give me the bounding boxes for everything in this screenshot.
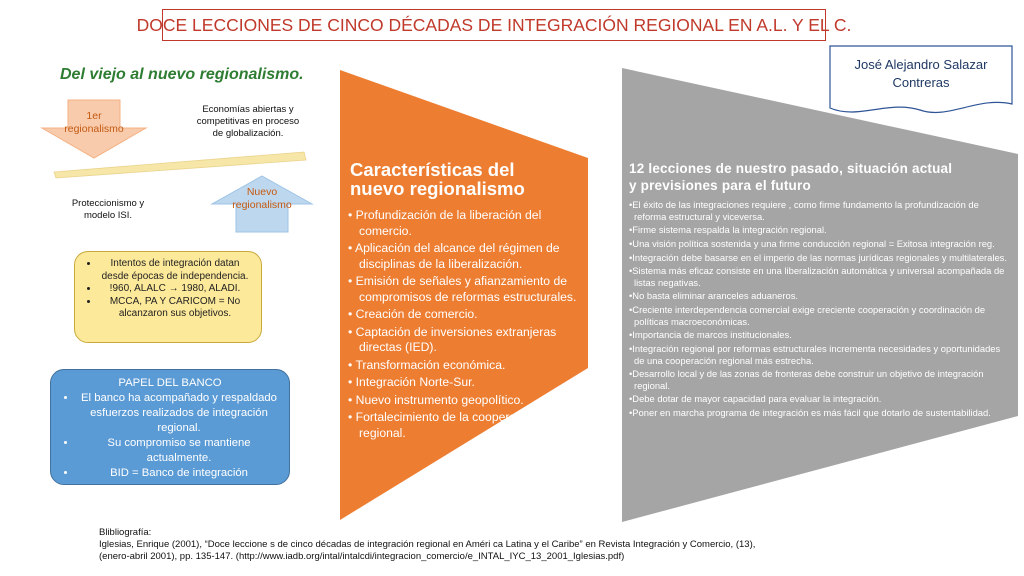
open-economies-text bbox=[183, 104, 313, 140]
list-item-text: Nuevo instrumento geopolítico. bbox=[355, 392, 524, 407]
open-economies-line-1: Economías abiertas y bbox=[202, 104, 294, 115]
list-item: • Profundización de la liberación del comercio. bbox=[348, 208, 542, 238]
open-economies-line-3: de globalización. bbox=[212, 128, 284, 139]
author-line-1: José Alejandro Salazar bbox=[854, 57, 988, 72]
list-item-text: Firme sistema respalda la integración regional. bbox=[632, 224, 827, 236]
bank-role-list bbox=[51, 391, 289, 481]
list-item-text: Importancia de marcos institucionales. bbox=[632, 329, 792, 341]
orange-panel-title bbox=[350, 160, 580, 198]
list-item-text: Desarrollo local y de las zonas de fronteras debe construir un objetivo de integración regional. bbox=[632, 368, 984, 391]
open-economies-line-2: competitivas en proceso bbox=[196, 116, 300, 127]
new-regionalism-label bbox=[224, 186, 300, 212]
first-regionalism-label bbox=[60, 110, 128, 136]
integration-attempts-list bbox=[75, 258, 261, 321]
first-regionalism-line-1: 1er bbox=[86, 110, 102, 122]
list-item: • Transformación económica. bbox=[348, 357, 506, 372]
list-item: • Nuevo instrumento geopolítico. bbox=[348, 392, 524, 407]
list-item: •Poner en marcha programa de integración es más fácil que dotarlo de sustentabilidad. bbox=[629, 407, 991, 419]
list-item-text: Emisión de señales y afianzamiento de compromisos de reformas estructurales. bbox=[355, 274, 577, 304]
bibliography-line-2: (enero-abril 2001), pp. 135-147. (http://www.iadb.org/intal/intalcdi/integracion_comercio/e_INTAL_IYC_13_2001_Iglesias.pdf) bbox=[99, 551, 625, 562]
list-item-text: Una visión política sostenida y una firme conducción regional = Exitosa integración reg. bbox=[632, 237, 995, 249]
list-item: • Emisión de señales y afianzamiento de compromisos de reformas estructurales. bbox=[348, 274, 577, 304]
list-item-text: Creciente interdependencia comercial exige creciente cooperación y coordinación de políticas macroeconómicas. bbox=[632, 304, 986, 327]
new-regionalism-line-1: Nuevo bbox=[246, 186, 278, 198]
gray-panel-title bbox=[629, 160, 1009, 194]
list-item: •Desarrollo local y de las zonas de fronteras debe construir un objetivo de integración regional. bbox=[629, 368, 984, 391]
list-item: •Firme sistema respalda la integración regional. bbox=[629, 224, 827, 236]
orange-title-line-1: Características del bbox=[350, 159, 515, 180]
list-item-text: Sistema más eficaz consiste en una liberalización automática y universal acompañada de listas negativas. bbox=[632, 265, 1005, 288]
list-item: • MCCA, PA Y CARICOM = No alcanzaron sus objetivos. bbox=[99, 296, 251, 321]
bank-role-box bbox=[50, 369, 290, 485]
author-line-2: Contreras bbox=[892, 75, 950, 90]
list-item-text: Poner en marcha programa de integración es más fácil que dotarlo de sustentabilidad. bbox=[632, 407, 991, 419]
list-item: •Creciente interdependencia comercial exige creciente cooperación y coordinación de políticas macroeconómicas. bbox=[629, 304, 986, 327]
list-item-text: Debe dotar de mayor capacidad para evaluar la integración. bbox=[632, 393, 882, 405]
bibliography-label: Blibliografía: bbox=[99, 527, 152, 538]
list-item: • BID = Banco de integración bbox=[77, 466, 281, 481]
list-item: •Sistema más eficaz consiste en una liberalización automática y universal acompañada de listas negativas. bbox=[629, 265, 1005, 288]
twelve-lessons-list bbox=[629, 199, 1011, 421]
list-item: •Importancia de marcos institucionales. bbox=[629, 329, 792, 341]
list-item: • Aplicación del alcance del régimen de disciplinas de la liberalización. bbox=[348, 241, 560, 271]
protectionism-text bbox=[58, 198, 158, 222]
new-regionalism-line-2: regionalismo bbox=[232, 199, 292, 211]
list-item: • Fortalecimiento de la cooperación regional. bbox=[348, 410, 539, 440]
bibliography-line-1: Iglesias, Enrique (2001), “Doce leccione s de cinco décadas de integración regional en Améri ca Latina y el Caribe” en Revista Integración y Comercio, (13), bbox=[99, 539, 756, 550]
list-item: • El banco ha acompañado y respaldado esfuerzos realizados de integración regional. bbox=[77, 391, 281, 436]
first-regionalism-line-2: regionalismo bbox=[64, 123, 124, 135]
list-item: •Debe dotar de mayor capacidad para evaluar la integración. bbox=[629, 393, 882, 405]
list-item: • Integración Norte-Sur. bbox=[348, 375, 475, 389]
integration-attempts-box bbox=[74, 251, 262, 343]
section-subtitle: Del viejo al nuevo regionalismo. bbox=[60, 66, 304, 83]
list-item: • Captación de inversiones extranjeras directas (IED). bbox=[348, 324, 557, 354]
list-item: •El éxito de las integraciones requiere , como firme fundamento la profundización de reforma estructural y viceversa. bbox=[629, 199, 979, 222]
list-item: •Una visión política sostenida y una firme conducción regional = Exitosa integración reg. bbox=[629, 237, 995, 249]
list-item-text: Aplicación del alcance del régimen de disciplinas de la liberalización. bbox=[354, 241, 560, 271]
new-regionalism-characteristics-list bbox=[348, 208, 586, 443]
list-item-text: Integración debe basarse en el imperio de las normas jurídicas regionales y multilaterales. bbox=[632, 251, 1007, 263]
gray-title-line-1: 12 lecciones de nuestro pasado, situación actual bbox=[629, 161, 953, 176]
list-item-text: No basta eliminar aranceles aduaneros. bbox=[632, 290, 799, 302]
protectionism-line-2: modelo ISI. bbox=[83, 210, 133, 221]
orange-title-line-2: nuevo regionalismo bbox=[350, 178, 525, 199]
list-item-text: Integración regional por reformas estructurales incrementa necesidades y oportunidades de una cooperación regional más estrecha. bbox=[632, 343, 1001, 366]
gray-title-line-2: y previsiones para el futuro bbox=[629, 178, 811, 193]
list-item: •Integración debe basarse en el imperio de las normas jurídicas regionales y multilaterales. bbox=[629, 251, 1007, 263]
list-item: •Integración regional por reformas estructurales incrementa necesidades y oportunidades de una cooperación regional más estrecha. bbox=[629, 343, 1001, 366]
list-item-text: Captación de inversiones extranjeras directas (IED). bbox=[355, 324, 557, 354]
list-item-text: Transformación económica. bbox=[355, 357, 506, 372]
bibliography bbox=[99, 527, 999, 563]
list-item: • Su compromiso se mantiene actualmente. bbox=[77, 436, 281, 466]
list-item: • !960, ALALC → 1980, ALADI. bbox=[99, 283, 251, 296]
bank-role-heading: PAPEL DEL BANCO bbox=[118, 377, 222, 389]
list-item: •No basta eliminar aranceles aduaneros. bbox=[629, 290, 799, 302]
list-item-text: El éxito de las integraciones requiere , como firme fundamento la profundización de reforma estructural y viceversa. bbox=[632, 199, 979, 222]
list-item: • Creación de comercio. bbox=[348, 307, 478, 321]
list-item-text: Integración Norte-Sur. bbox=[355, 375, 475, 389]
list-item-text: Creación de comercio. bbox=[355, 307, 478, 321]
protectionism-line-1: Proteccionismo y bbox=[71, 198, 145, 209]
list-item: • Intentos de integración datan desde épocas de independencia. bbox=[99, 258, 251, 283]
list-item-text: Fortalecimiento de la cooperación regional. bbox=[355, 410, 539, 440]
page-title: DOCE LECCIONES DE CINCO DÉCADAS DE INTEGRACIÓN REGIONAL EN A.L. Y EL C. bbox=[162, 9, 826, 41]
list-item-text: Profundización de la liberación del comercio. bbox=[355, 208, 542, 238]
